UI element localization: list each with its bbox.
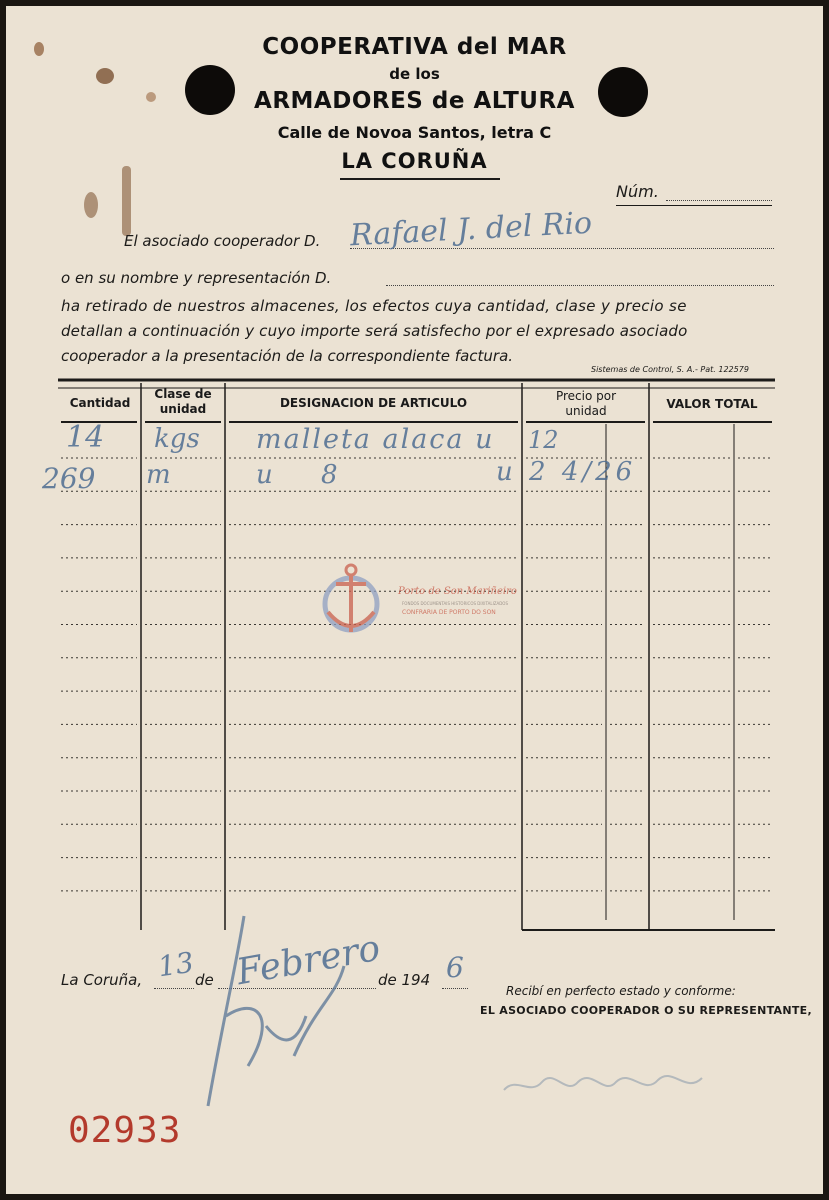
watermark-line3: CONFRARÍA DE PORTO DO SON bbox=[402, 609, 496, 616]
received-line2: EL ASOCIADO COOPERADOR O SU REPRESENTANTE, bbox=[480, 1004, 812, 1017]
row2-articulo: u 8 bbox=[256, 460, 358, 490]
address: Calle de Novoa Santos, letra C bbox=[277, 123, 552, 142]
column-header-cantidad: Cantidad bbox=[69, 396, 131, 410]
body-text-line1: ha retirado de nuestros almacenes, los efectos cuya cantidad, clase y precio se bbox=[61, 297, 687, 315]
printer-note: Sistemas de Control, S. A.- Pat. 122579 bbox=[591, 365, 749, 374]
org-name-line3: ARMADORES de ALTURA bbox=[254, 88, 575, 114]
asociado-label: El asociado cooperador D. bbox=[124, 232, 321, 250]
footer-city-label: La Coruña, bbox=[61, 971, 143, 989]
row1-precio: 12 bbox=[528, 426, 559, 454]
org-name-line2: de los bbox=[389, 65, 440, 83]
watermark-line2: FONDOS DOCUMENTAIS HISTÓRICOS DIXITALIZADOS bbox=[402, 601, 508, 606]
row1-cantidad: 14 bbox=[66, 420, 105, 455]
anchor-watermark-icon bbox=[318, 560, 384, 644]
row2-precio: u 2 4/26 bbox=[496, 457, 637, 487]
city-title: LA CORUÑA bbox=[341, 149, 488, 173]
row2-clase: m bbox=[146, 460, 171, 490]
column-header-clase-unidad: Clase de unidad bbox=[154, 387, 212, 416]
footer-de-label2: de 194 bbox=[378, 971, 431, 989]
items-table-grid bbox=[6, 6, 823, 946]
watermark-line1: Porto de Son Mariñeiro bbox=[398, 586, 517, 597]
footer-day-value: 13 bbox=[155, 945, 196, 984]
asociado-handwritten-name: Rafael J. del Rio bbox=[349, 205, 593, 254]
body-text-line2: detallan a continuación y cuyo importe será satisfecho por el expresado asociado bbox=[61, 322, 688, 340]
column-header-valor-total: VALOR TOTAL bbox=[666, 397, 758, 411]
num-label: Núm. bbox=[616, 182, 659, 201]
column-header-precio-unidad: Precio por unidad bbox=[555, 389, 617, 418]
row2-cantidad: 269 bbox=[42, 462, 96, 495]
representante-label: o en su nombre y representación D. bbox=[61, 269, 332, 287]
row1-articulo: malleta alaca u bbox=[256, 424, 495, 455]
row1-clase: kgs bbox=[154, 424, 200, 454]
org-name-line1: COOPERATIVA del MAR bbox=[262, 34, 567, 60]
footer-month-value: Febrero bbox=[233, 927, 384, 994]
signature-scribble bbox=[186, 906, 386, 1126]
footer-de-label1: de bbox=[195, 971, 214, 989]
receipt-document bbox=[6, 6, 823, 1194]
serial-number: 02933 bbox=[68, 1110, 182, 1151]
representative-signature bbox=[496, 1056, 716, 1126]
received-line1: Recibí en perfecto estado y conforme: bbox=[506, 984, 736, 998]
footer-year-field bbox=[442, 988, 468, 989]
footer-year-value: 6 bbox=[446, 951, 464, 984]
column-header-designacion: DESIGNACION DE ARTICULO bbox=[279, 396, 468, 410]
body-text-line3: cooperador a la presentación de la correspondiente factura. bbox=[61, 347, 514, 365]
